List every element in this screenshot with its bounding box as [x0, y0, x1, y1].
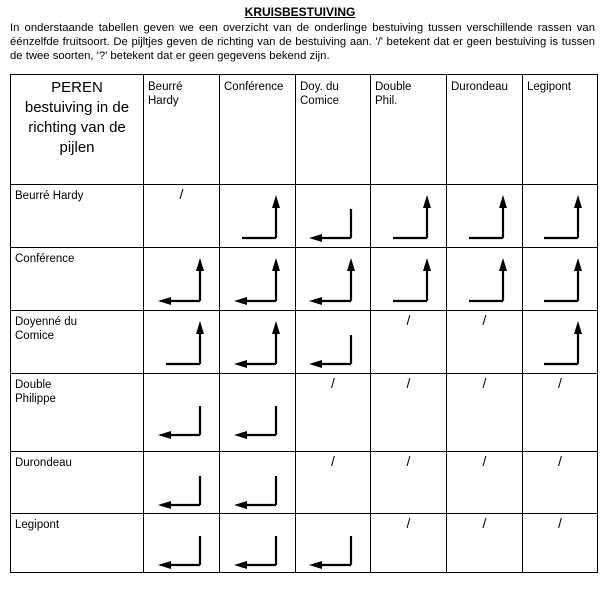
no-pollination-mark: / — [482, 375, 487, 391]
table-cell — [220, 452, 296, 514]
table-cell — [523, 248, 598, 311]
table-cell — [523, 185, 598, 248]
arrow-left-icon — [156, 391, 208, 441]
header-row — [11, 75, 598, 185]
table-cell — [447, 374, 523, 452]
table-cell — [144, 374, 220, 452]
row-header: Beurré Hardy — [11, 185, 144, 248]
row-header: Durondeau — [11, 452, 144, 514]
no-pollination-mark: / — [482, 312, 487, 328]
arrow-up-icon — [459, 194, 511, 244]
arrow-left-icon — [156, 521, 208, 571]
intro-paragraph: In onderstaande tabellen geven we een overzicht van de onderlinge bestuiving tussen verschillende rassen van éénzelfde fruitsoort. De pijltjes geven de richting van de bestuiving aan. '/' betekent dat er geen bestuiving is tussen de twee soorten, '?' betekent dat er geen gegevens bekend zijn. — [10, 22, 595, 62]
column-header: Beurré Hardy — [144, 75, 220, 185]
table-cell — [144, 185, 220, 248]
table-row — [11, 185, 598, 248]
column-header: Conférence — [220, 75, 296, 185]
column-header: Legipont — [523, 75, 598, 185]
no-pollination-mark: / — [482, 453, 487, 469]
table-cell — [144, 514, 220, 573]
arrow-up-icon — [156, 320, 208, 370]
column-header: Durondeau — [447, 75, 523, 185]
table-cell — [523, 452, 598, 514]
table-cell — [296, 185, 371, 248]
row-header: Double Philippe — [11, 374, 144, 452]
table-cell — [296, 374, 371, 452]
table-cell — [296, 452, 371, 514]
table-cell — [371, 185, 447, 248]
table-row — [11, 248, 598, 311]
no-pollination-mark: / — [558, 515, 562, 531]
arrow-left-icon — [307, 521, 359, 571]
row-header: Doyenné du Comice — [11, 311, 144, 374]
arrow-left-icon — [232, 461, 284, 511]
table-cell — [144, 248, 220, 311]
table-cell — [371, 452, 447, 514]
arrow-up-left-icon — [232, 320, 284, 370]
arrow-up-icon — [232, 194, 284, 244]
table-cell — [220, 514, 296, 573]
table-cell — [447, 311, 523, 374]
arrow-left-icon — [156, 461, 208, 511]
no-pollination-mark: / — [179, 186, 184, 202]
table-cell — [447, 185, 523, 248]
arrow-left-icon — [307, 320, 359, 370]
table-cell — [371, 311, 447, 374]
table-cell — [523, 514, 598, 573]
arrow-up-left-icon — [307, 257, 359, 307]
no-pollination-mark: / — [482, 515, 487, 531]
no-pollination-mark: / — [406, 375, 411, 391]
column-header: Doy. du Comice — [296, 75, 371, 185]
arrow-up-left-icon — [232, 257, 284, 307]
no-pollination-mark: / — [331, 453, 335, 469]
no-pollination-mark: / — [406, 453, 411, 469]
arrow-up-icon — [383, 194, 435, 244]
table-cell — [371, 514, 447, 573]
table-cell — [220, 311, 296, 374]
arrow-left-icon — [232, 521, 284, 571]
table-row — [11, 311, 598, 374]
no-pollination-mark: / — [406, 312, 411, 328]
arrow-up-icon — [534, 320, 586, 370]
table-cell — [523, 311, 598, 374]
table-cell — [296, 311, 371, 374]
table-row — [11, 452, 598, 514]
table-cell — [447, 452, 523, 514]
table-cell — [523, 374, 598, 452]
table-cell — [296, 248, 371, 311]
table-cell — [371, 248, 447, 311]
table-cell — [447, 248, 523, 311]
arrow-up-icon — [459, 257, 511, 307]
column-header: Double Phil. — [371, 75, 447, 185]
table-cell — [447, 514, 523, 573]
arrow-left-icon — [232, 391, 284, 441]
arrow-left-icon — [307, 194, 359, 244]
no-pollination-mark: / — [331, 375, 335, 391]
table-cell — [220, 248, 296, 311]
table-cell — [296, 514, 371, 573]
no-pollination-mark: / — [558, 375, 562, 391]
table-row — [11, 514, 598, 573]
arrow-up-icon — [383, 257, 435, 307]
table-row — [11, 374, 598, 452]
table-cell — [220, 374, 296, 452]
arrow-up-left-icon — [156, 257, 208, 307]
row-header: Legipont — [11, 514, 144, 573]
pollination-table — [10, 74, 598, 573]
table-cell — [144, 452, 220, 514]
table-cell — [220, 185, 296, 248]
no-pollination-mark: / — [558, 453, 562, 469]
arrow-up-icon — [534, 257, 586, 307]
no-pollination-mark: / — [406, 515, 411, 531]
row-header: Conférence — [11, 248, 144, 311]
arrow-up-icon — [534, 194, 586, 244]
table-cell — [144, 311, 220, 374]
table-cell — [371, 374, 447, 452]
page-title: KRUISBESTUIVING — [244, 5, 356, 19]
table-corner-heading: PEREN bestuiving in de richting van de pijlen — [11, 75, 144, 185]
